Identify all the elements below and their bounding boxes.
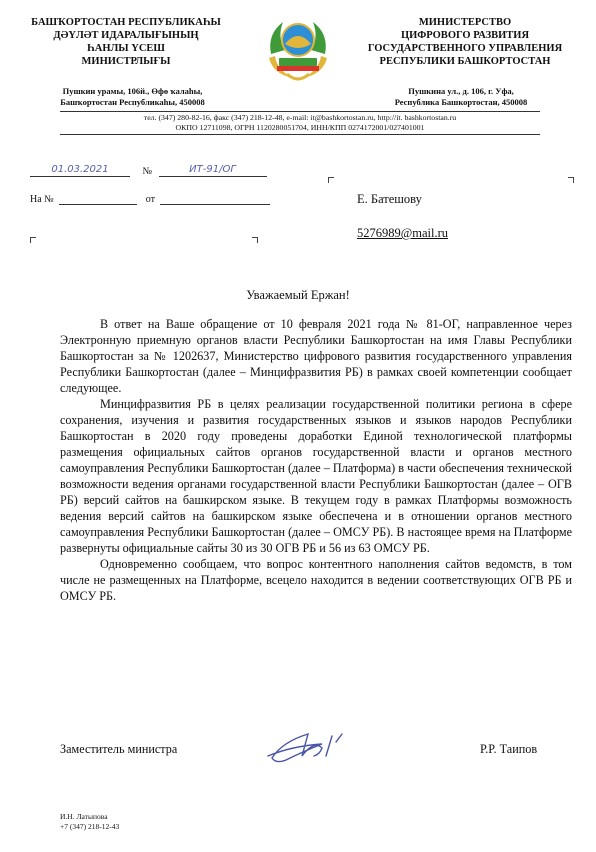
- signature-icon: [262, 722, 362, 764]
- corner-mark: [30, 237, 36, 243]
- address-left-line: Пушкин урамы, 106й., Өфө ҡалаһы,: [62, 86, 203, 96]
- reference-row: [30, 192, 270, 205]
- header-right-ministry: [360, 16, 570, 68]
- letter-body: [60, 316, 572, 604]
- header-left-ministry: [26, 16, 226, 68]
- header-right-line: ГОСУДАРСТВЕННОГО УПРАВЛЕНИЯ: [367, 43, 563, 54]
- registration-date: 01.03.2021: [30, 164, 130, 177]
- address-left-line: Башҡортостан Республикаһы, 450008: [60, 97, 205, 107]
- reference-date-line: [160, 192, 270, 205]
- header-left-line: БАШҠОРТОСТАН РЕСПУБЛИКАҺЫ: [31, 17, 221, 28]
- address-right: [372, 86, 550, 108]
- reference-number-line: [59, 192, 137, 205]
- body-paragraph: Минцифразвития РБ в целях реализации государственной политики региона в сфере сохранения, изучения и развития государственных языков и языков народов Республики Башкортостан в 2020 году проведены доработки Единой технологической платформы размещения официальных сайтов органов государственной власти и органов местного самоуправления Республики Башкортостан (далее – Платформа) в части обеспечения технической возможности ведения органами государственной власти Республики Башкортостан (далее – ОГВ РБ) версий сайтов на башкирском языке. В текущем году в рамках Платформы возможность ведения версий сайтов на башкирском языке обеспечена и в отношении органов местного самоуправления Республики Башкортостан (далее – ОМСУ РБ). В настоящее время на Платформе развернуты официальные сайты 30 из 30 ОГВ РБ и 56 из 63 ОМСУ РБ.: [60, 397, 572, 555]
- corner-mark: [568, 177, 574, 183]
- registration-number-label: №: [142, 166, 153, 177]
- address-left: [40, 86, 225, 108]
- handwritten-signature: [262, 722, 362, 769]
- salutation: Уважаемый Ержан!: [246, 288, 350, 302]
- bashkortostan-emblem: [263, 14, 333, 86]
- contacts-block: [60, 113, 540, 133]
- reference-from-label: от: [145, 194, 155, 205]
- header-left-line: ДӘҮЛӘТ ИДАРАЛЫҒЫНЫҢ: [53, 30, 199, 41]
- signatory-name: Р.Р. Таипов: [480, 742, 538, 756]
- address-right-line: Пушкина ул., д. 106, г. Уфа,: [408, 86, 514, 96]
- address-right-line: Республика Башкортостан, 450008: [394, 97, 528, 107]
- recipient-email[interactable]: 5276989@mail.ru: [357, 226, 449, 240]
- reference-label: На №: [30, 194, 54, 205]
- signatory-position: Заместитель министра: [60, 742, 178, 756]
- body-paragraph: В ответ на Ваше обращение от 10 февраля 2021 года № 81-ОГ, направленное через Электронную приемную органов власти Республики Башкортостан на имя Главы Республики Башкортостан за № 1202637, Министерство цифрового развития государственного управления Республики Башкортостан (далее – Минцифразвития РБ) в рамках своей компетенции сообщает следующее.: [60, 317, 572, 395]
- executor-block: [60, 812, 119, 832]
- contacts-line: тел. (347) 280-82-16, факс (347) 218-12-48, e-mail: it@bashkortostan.ru, http://it. bashkortostan.ru: [143, 113, 457, 122]
- header-left-line: ҺАНЛЫ ҮСЕШ: [87, 43, 165, 54]
- header-divider-bottom: [60, 134, 540, 135]
- contacts-line: ОКПО 12711098, ОГРН 1120280051704, ИНН/КПП 0274172001/027401001: [175, 123, 425, 132]
- corner-mark: [328, 177, 334, 183]
- recipient-name: Е. Батешову: [357, 192, 422, 206]
- header-right-line: ЦИФРОВОГО РАЗВИТИЯ: [400, 30, 530, 41]
- header-right-line: МИНИСТЕРСТВО: [418, 17, 512, 28]
- executor-name: И.Н. Латыпова: [60, 812, 108, 821]
- header-divider: [60, 111, 540, 112]
- body-paragraph: Одновременно сообщаем, что вопрос контентного наполнения сайтов ведомств, в том числе не размещенных на Платформе, всецело находится в ведении соответствующих ОГВ РБ и ОМСУ РБ.: [60, 557, 572, 603]
- corner-mark: [252, 237, 258, 243]
- emblem-icon: [263, 14, 333, 86]
- header-right-line: РЕСПУБЛИКИ БАШКОРТОСТАН: [379, 56, 551, 67]
- executor-phone: +7 (347) 218-12-43: [60, 822, 120, 831]
- registration-number: ИТ-91/ОГ: [159, 164, 267, 177]
- registration-date-row: [30, 164, 267, 177]
- header-left-line: МИНИСТРЛЫҒЫ: [81, 56, 171, 67]
